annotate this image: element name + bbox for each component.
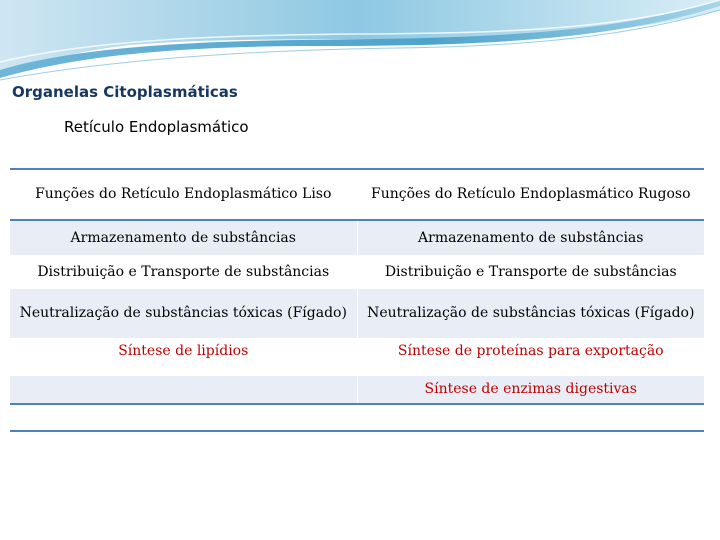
table-cell: Armazenamento de substâncias [357, 220, 704, 255]
functions-table [10, 168, 704, 405]
table-cell: Armazenamento de substâncias [10, 220, 357, 255]
table-cell-highlight: Síntese de enzimas digestivas [357, 376, 704, 404]
table-cell: Distribuição e Transporte de substâncias [384, 263, 677, 280]
table-header-row [10, 169, 704, 220]
table-cell: Neutralização de substâncias tóxicas (Fígado) [357, 289, 704, 338]
table-row [10, 220, 704, 255]
table-cell: Distribuição e Transporte de substâncias [10, 255, 357, 289]
slide-subtitle: Retículo Endoplasmático [64, 118, 249, 136]
table-cell: Neutralização de substâncias tóxicas (Fígado) [10, 289, 357, 338]
table-cell-highlight: Síntese de proteínas para exportação [397, 343, 664, 359]
header-rough-er: Funções do Retículo Endoplasmático Rugoso [370, 186, 691, 202]
table-row [10, 376, 704, 404]
table-cell-empty [10, 376, 357, 404]
header-swoosh-decoration [0, 0, 720, 85]
bottom-rule [10, 430, 704, 432]
table-row [10, 338, 704, 376]
header-smooth-er: Funções do Retículo Endoplasmático Liso [10, 169, 357, 220]
table-row [10, 255, 704, 289]
table-row [10, 289, 704, 338]
table-cell-highlight: Síntese de lipídios [10, 338, 357, 376]
slide-title: Organelas Citoplasmáticas [12, 83, 238, 101]
